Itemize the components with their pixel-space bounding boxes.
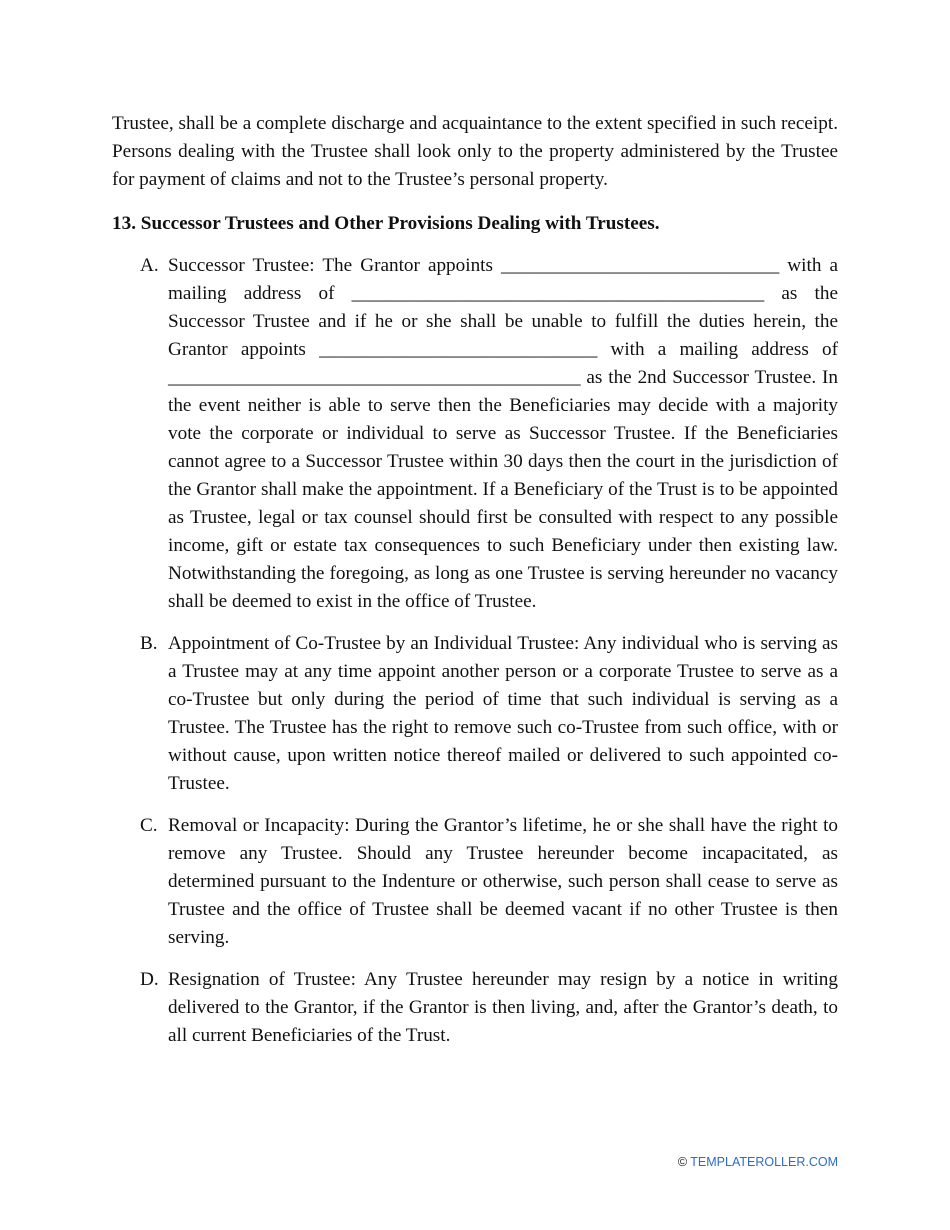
list-marker: D. — [140, 969, 159, 990]
intro-paragraph: Trustee, shall be a complete discharge and acquaintance to the extent specified in such receipt. Persons dealing with the Trustee shall look only to the property administered by the Trustee for payment of claims and not to the Trustee’s personal property. — [112, 113, 838, 190]
list-item-d — [112, 966, 838, 1050]
list-item-text: Appointment of Co-Trustee by an Individual Trustee: Any individual who is serving as a Trustee may at any time appoint another person or a corporate Trustee to serve as a co-Trustee but only during the period of time that such individual is serving as a Trustee. The Trustee has the right to remove such co-Trustee from such office, with or without cause, upon written notice thereof mailed or delivered to such appointed co-Trustee. — [168, 633, 838, 794]
document-page — [112, 110, 838, 1064]
list-item-text: Resignation of Trustee: Any Trustee hereunder may resign by a notice in writing delivered to the Grantor, if the Grantor is then living, and, after the Grantor’s death, to all current Beneficiaries of the Trust. — [168, 969, 838, 1046]
list-item-text: Successor Trustee: The Grantor appoints _____________________________ with a mailing address of ___________________________________________ as the Successor Trustee and if he or she shall be unable to fulfill the duties herein, the Grantor appoints _____________________________ with a mailing address of ___________________________________________ as the 2nd Successor Trustee. In the event neither is able to serve then the Beneficiaries may decide with a majority vote the corporate or individual to serve as Successor Trustee. If the Beneficiaries cannot agree to a Successor Trustee within 30 days then the court in the jurisdiction of the Grantor shall make the appointment. If a Beneficiary of the Trust is to be appointed as Trustee, legal or tax counsel should first be consulted with respect to any possible income, gift or estate tax consequences to such Beneficiary under then existing law. Notwithstanding the foregoing, as long as one Trustee is serving hereunder no vacancy shall be deemed to exist in the office of Trustee. — [168, 255, 838, 612]
list-marker: B. — [140, 633, 158, 654]
list-marker: A. — [140, 255, 159, 276]
provisions-list — [112, 252, 838, 1050]
list-item-c — [112, 812, 838, 952]
list-item-a — [112, 252, 838, 616]
list-item-b — [112, 630, 838, 798]
footer-attribution — [678, 1155, 838, 1169]
copyright-icon: © — [677, 1155, 688, 1169]
templateroller-link[interactable]: TEMPLATEROLLER.COM — [690, 1155, 838, 1169]
list-item-text: Removal or Incapacity: During the Grantor’s lifetime, he or she shall have the right to remove any Trustee. Should any Trustee hereunder become incapacitated, as determined pursuant to the Indenture or otherwise, such person shall cease to serve as Trustee and the office of Trustee shall be deemed vacant if no other Trustee is then serving. — [168, 815, 838, 948]
list-marker: C. — [140, 815, 158, 836]
section-heading: 13. Successor Trustees and Other Provisions Dealing with Trustees. — [112, 213, 660, 234]
